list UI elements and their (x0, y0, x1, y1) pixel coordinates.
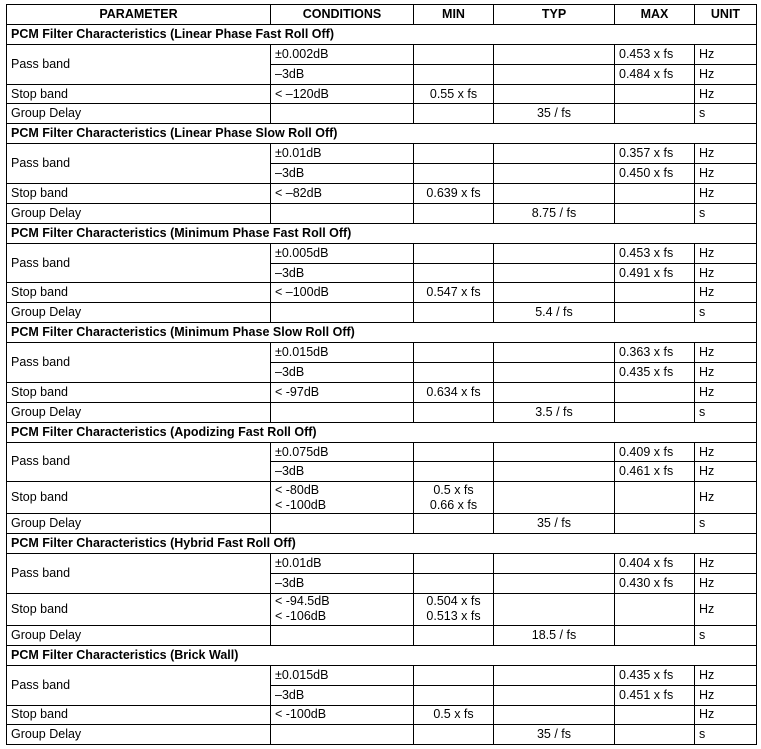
unit-cell: Hz (695, 283, 757, 303)
typ-cell (494, 665, 615, 685)
unit-cell: s (695, 104, 757, 124)
min-cell-line: 0.66 x fs (429, 497, 478, 512)
unit-cell: Hz (695, 705, 757, 725)
condition-cell-line: < –82dB (275, 185, 322, 200)
typ-cell (494, 442, 615, 462)
max-cell: 0.357 x fs (615, 144, 695, 164)
typ-cell: 3.5 / fs (494, 402, 615, 422)
typ-cell: 35 / fs (494, 104, 615, 124)
unit-cell: s (695, 303, 757, 323)
condition-cell: –3dB (271, 685, 414, 705)
condition-cell: –3dB (271, 64, 414, 84)
min-cell (414, 554, 494, 574)
max-cell (615, 482, 695, 514)
typ-cell (494, 144, 615, 164)
max-cell (615, 514, 695, 534)
section-title: PCM Filter Characteristics (Apodizing Fast Roll Off) (7, 422, 757, 442)
min-cell (414, 44, 494, 64)
param-pass-band: Pass band (7, 554, 271, 594)
param-group-delay: Group Delay (7, 203, 271, 223)
min-cell-line: 0.5 x fs (433, 707, 474, 722)
typ-cell: 8.75 / fs (494, 203, 615, 223)
min-cell (414, 625, 494, 645)
condition-cell (271, 593, 414, 625)
condition-cell (271, 382, 414, 402)
typ-cell (494, 64, 615, 84)
condition-cell: –3dB (271, 363, 414, 383)
typ-cell (494, 84, 615, 104)
typ-cell (494, 382, 615, 402)
section-title-row (7, 124, 757, 144)
max-cell: 0.450 x fs (615, 164, 695, 184)
condition-cell: ±0.075dB (271, 442, 414, 462)
max-cell: 0.451 x fs (615, 685, 695, 705)
unit-cell: s (695, 203, 757, 223)
header-typ: TYP (494, 5, 615, 25)
condition-cell: ±0.01dB (271, 554, 414, 574)
min-cell (414, 442, 494, 462)
unit-cell: Hz (695, 164, 757, 184)
max-cell (615, 184, 695, 204)
typ-cell (494, 554, 615, 574)
header-conditions: CONDITIONS (271, 5, 414, 25)
min-cell (414, 303, 494, 323)
table-row (7, 203, 757, 223)
table-row (7, 554, 757, 574)
table-row (7, 382, 757, 402)
max-cell (615, 705, 695, 725)
param-stop-band: Stop band (7, 184, 271, 204)
condition-cell (271, 705, 414, 725)
min-cell (414, 263, 494, 283)
param-stop-band: Stop band (7, 482, 271, 514)
unit-cell: Hz (695, 382, 757, 402)
header-row (7, 5, 757, 25)
max-cell (615, 402, 695, 422)
condition-cell (271, 84, 414, 104)
condition-cell (271, 402, 414, 422)
min-cell (414, 482, 494, 514)
max-cell (615, 104, 695, 124)
min-cell-line: 0.639 x fs (426, 185, 481, 200)
max-cell (615, 593, 695, 625)
table-row (7, 84, 757, 104)
max-cell (615, 725, 695, 745)
min-cell (414, 64, 494, 84)
table-row (7, 402, 757, 422)
min-cell (414, 382, 494, 402)
max-cell: 0.435 x fs (615, 363, 695, 383)
max-cell (615, 625, 695, 645)
condition-cell: ±0.01dB (271, 144, 414, 164)
header-min: MIN (414, 5, 494, 25)
section-title-row (7, 645, 757, 665)
param-group-delay: Group Delay (7, 104, 271, 124)
section-title-row (7, 422, 757, 442)
typ-cell: 5.4 / fs (494, 303, 615, 323)
max-cell: 0.453 x fs (615, 44, 695, 64)
condition-cell (271, 625, 414, 645)
table-row (7, 514, 757, 534)
section-title: PCM Filter Characteristics (Brick Wall) (7, 645, 757, 665)
typ-cell (494, 243, 615, 263)
param-pass-band: Pass band (7, 442, 271, 482)
min-cell (414, 144, 494, 164)
section-title-row (7, 24, 757, 44)
param-pass-band: Pass band (7, 243, 271, 283)
param-stop-band: Stop band (7, 705, 271, 725)
typ-cell: 35 / fs (494, 725, 615, 745)
table-row (7, 593, 757, 625)
min-cell (414, 514, 494, 534)
condition-cell (271, 283, 414, 303)
min-cell (414, 685, 494, 705)
header-parameter: PARAMETER (7, 5, 271, 25)
typ-cell (494, 164, 615, 184)
unit-cell: Hz (695, 263, 757, 283)
unit-cell: Hz (695, 593, 757, 625)
typ-cell (494, 482, 615, 514)
condition-cell (271, 184, 414, 204)
condition-cell-line: < -106dB (275, 609, 327, 624)
param-group-delay: Group Delay (7, 625, 271, 645)
unit-cell: Hz (695, 574, 757, 594)
table-row (7, 665, 757, 685)
typ-cell (494, 343, 615, 363)
unit-cell: s (695, 402, 757, 422)
min-cell-line: 0.504 x fs (426, 594, 481, 609)
table-body (7, 24, 757, 744)
param-pass-band: Pass band (7, 144, 271, 184)
unit-cell: s (695, 514, 757, 534)
unit-cell: Hz (695, 442, 757, 462)
condition-cell (271, 303, 414, 323)
param-group-delay: Group Delay (7, 402, 271, 422)
unit-cell: Hz (695, 343, 757, 363)
param-group-delay: Group Delay (7, 514, 271, 534)
min-cell (414, 164, 494, 184)
min-cell (414, 243, 494, 263)
unit-cell: Hz (695, 482, 757, 514)
table-row (7, 104, 757, 124)
unit-cell: Hz (695, 184, 757, 204)
unit-cell: s (695, 725, 757, 745)
min-cell-line: 0.513 x fs (426, 609, 481, 624)
unit-cell: Hz (695, 64, 757, 84)
condition-cell: ±0.002dB (271, 44, 414, 64)
condition-cell: ±0.015dB (271, 665, 414, 685)
param-group-delay: Group Delay (7, 725, 271, 745)
max-cell (615, 203, 695, 223)
typ-cell (494, 184, 615, 204)
min-cell-line: 0.634 x fs (426, 384, 481, 399)
param-stop-band: Stop band (7, 382, 271, 402)
table-row (7, 725, 757, 745)
param-stop-band: Stop band (7, 84, 271, 104)
typ-cell (494, 283, 615, 303)
typ-cell (494, 44, 615, 64)
condition-cell: –3dB (271, 574, 414, 594)
max-cell (615, 303, 695, 323)
unit-cell: Hz (695, 685, 757, 705)
min-cell (414, 363, 494, 383)
condition-cell-line: < -97dB (275, 384, 320, 399)
condition-cell-line: < –100dB (275, 285, 329, 300)
condition-cell (271, 104, 414, 124)
typ-cell (494, 685, 615, 705)
typ-cell: 35 / fs (494, 514, 615, 534)
typ-cell (494, 363, 615, 383)
max-cell (615, 283, 695, 303)
min-cell (414, 184, 494, 204)
header-max: MAX (615, 5, 695, 25)
param-stop-band: Stop band (7, 593, 271, 625)
condition-cell: ±0.015dB (271, 343, 414, 363)
min-cell-line: 0.5 x fs (433, 482, 474, 497)
min-cell (414, 665, 494, 685)
table-row (7, 705, 757, 725)
unit-cell: Hz (695, 243, 757, 263)
unit-cell: Hz (695, 554, 757, 574)
condition-cell-line: < –120dB (275, 86, 329, 101)
min-cell (414, 203, 494, 223)
section-title: PCM Filter Characteristics (Linear Phase Fast Roll Off) (7, 24, 757, 44)
max-cell: 0.453 x fs (615, 243, 695, 263)
min-cell (414, 402, 494, 422)
max-cell: 0.404 x fs (615, 554, 695, 574)
max-cell: 0.461 x fs (615, 462, 695, 482)
unit-cell: Hz (695, 44, 757, 64)
min-cell (414, 593, 494, 625)
typ-cell: 18.5 / fs (494, 625, 615, 645)
typ-cell (494, 462, 615, 482)
table-row (7, 184, 757, 204)
param-stop-band: Stop band (7, 283, 271, 303)
unit-cell: Hz (695, 144, 757, 164)
table-row (7, 343, 757, 363)
table-row (7, 303, 757, 323)
param-pass-band: Pass band (7, 44, 271, 84)
unit-cell: Hz (695, 84, 757, 104)
section-title: PCM Filter Characteristics (Minimum Phase Fast Roll Off) (7, 223, 757, 243)
condition-cell (271, 482, 414, 514)
max-cell (615, 382, 695, 402)
section-title: PCM Filter Characteristics (Hybrid Fast Roll Off) (7, 534, 757, 554)
max-cell: 0.430 x fs (615, 574, 695, 594)
unit-cell: Hz (695, 665, 757, 685)
table-row (7, 442, 757, 462)
min-cell (414, 283, 494, 303)
min-cell (414, 705, 494, 725)
section-title-row (7, 223, 757, 243)
max-cell (615, 84, 695, 104)
section-title-row (7, 323, 757, 343)
typ-cell (494, 705, 615, 725)
table-row (7, 482, 757, 514)
unit-cell: Hz (695, 363, 757, 383)
header-unit: UNIT (695, 5, 757, 25)
condition-cell-line: < -94.5dB (275, 594, 330, 609)
min-cell-line: 0.55 x fs (429, 86, 478, 101)
typ-cell (494, 593, 615, 625)
condition-cell (271, 203, 414, 223)
typ-cell (494, 574, 615, 594)
condition-cell-line: < -100dB (275, 497, 327, 512)
min-cell (414, 84, 494, 104)
section-title: PCM Filter Characteristics (Minimum Phase Slow Roll Off) (7, 323, 757, 343)
table-row (7, 283, 757, 303)
typ-cell (494, 263, 615, 283)
min-cell (414, 343, 494, 363)
condition-cell (271, 725, 414, 745)
min-cell-line: 0.547 x fs (426, 285, 481, 300)
condition-cell: –3dB (271, 462, 414, 482)
table-row (7, 243, 757, 263)
param-pass-band: Pass band (7, 343, 271, 383)
max-cell: 0.491 x fs (615, 263, 695, 283)
condition-cell-line: < -100dB (275, 707, 327, 722)
max-cell: 0.484 x fs (615, 64, 695, 84)
max-cell: 0.409 x fs (615, 442, 695, 462)
min-cell (414, 574, 494, 594)
table-row (7, 44, 757, 64)
table-row (7, 144, 757, 164)
condition-cell: ±0.005dB (271, 243, 414, 263)
table-row (7, 625, 757, 645)
max-cell: 0.363 x fs (615, 343, 695, 363)
condition-cell-line: < -80dB (275, 482, 320, 497)
unit-cell: Hz (695, 462, 757, 482)
param-group-delay: Group Delay (7, 303, 271, 323)
section-title: PCM Filter Characteristics (Linear Phase Slow Roll Off) (7, 124, 757, 144)
pcm-filter-spec-table (6, 4, 757, 745)
condition-cell: –3dB (271, 164, 414, 184)
min-cell (414, 462, 494, 482)
min-cell (414, 104, 494, 124)
param-pass-band: Pass band (7, 665, 271, 705)
min-cell (414, 725, 494, 745)
max-cell: 0.435 x fs (615, 665, 695, 685)
unit-cell: s (695, 625, 757, 645)
section-title-row (7, 534, 757, 554)
condition-cell (271, 514, 414, 534)
condition-cell: –3dB (271, 263, 414, 283)
